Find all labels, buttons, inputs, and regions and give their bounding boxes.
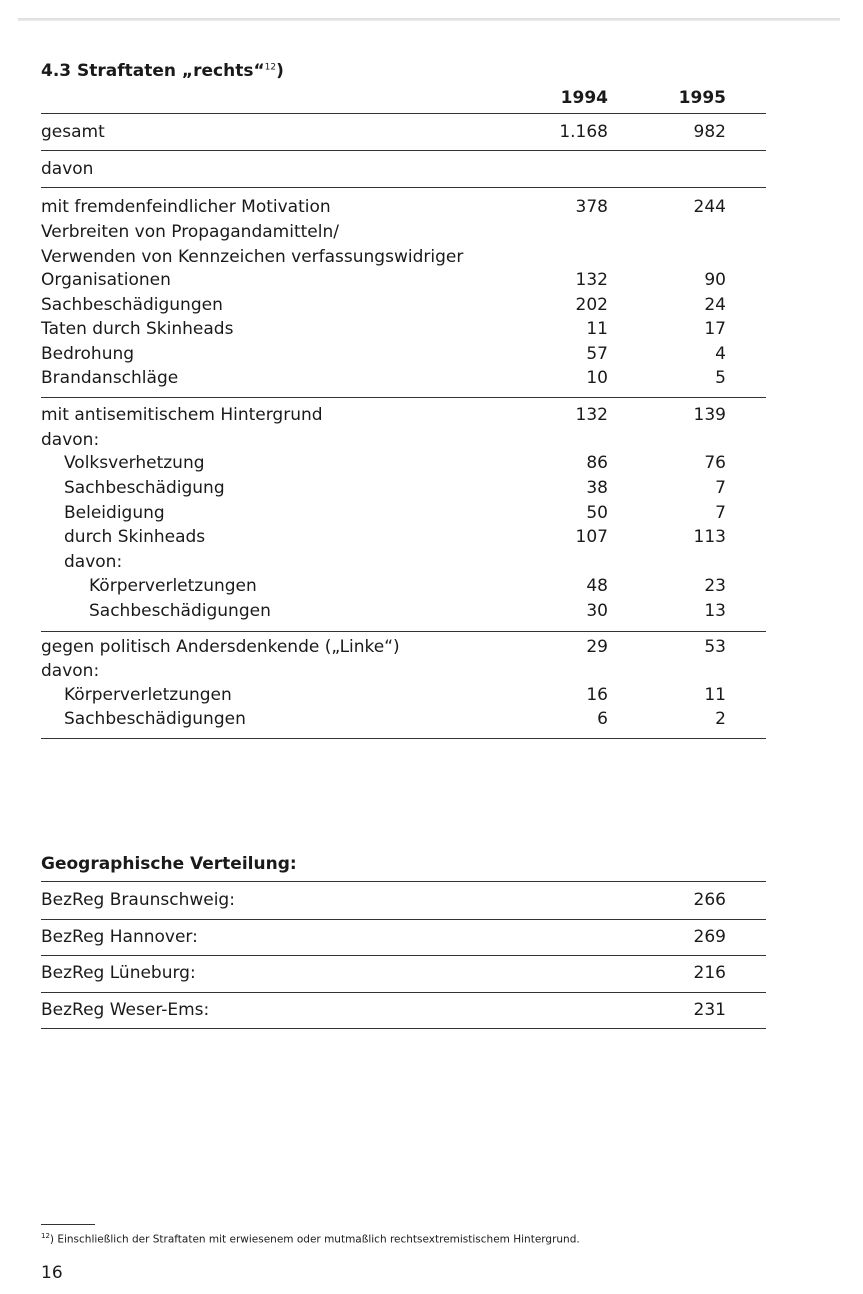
value-1994: 202 <box>575 295 608 315</box>
row-label: Körperverletzungen <box>64 685 232 705</box>
row-label: Sachbeschädigungen <box>41 295 223 315</box>
geo-row <box>41 888 766 912</box>
year-1995: 1995 <box>678 88 726 108</box>
section-title-text: 4.3 Straftaten „rechts“ <box>41 61 265 81</box>
value-1995: 139 <box>693 405 726 425</box>
geo-value: 269 <box>693 927 726 947</box>
value-1994: 16 <box>586 685 608 705</box>
table-row <box>41 342 766 366</box>
value-1994: 48 <box>586 576 608 596</box>
table-row <box>41 525 766 549</box>
value-1995: 23 <box>704 576 726 596</box>
row-label: Brandanschläge <box>41 368 179 388</box>
row-label: durch Skinheads <box>64 527 206 547</box>
row-label: Sachbeschädigung <box>64 478 225 498</box>
page-top-rule <box>18 18 840 21</box>
value-1995: 76 <box>704 453 726 473</box>
table-rule <box>41 150 766 151</box>
geo-rule <box>41 919 766 920</box>
row-label: davon <box>41 159 94 179</box>
table-row <box>41 707 766 731</box>
section-title-tail: ) <box>276 61 284 81</box>
value-1994: 29 <box>586 637 608 657</box>
geo-rule <box>41 1028 766 1029</box>
value-1995: 11 <box>704 685 726 705</box>
table-row <box>41 120 766 144</box>
row-label: Verbreiten von Propagandamitteln/ <box>41 222 339 242</box>
table-row <box>41 599 766 623</box>
value-1994: 86 <box>586 453 608 473</box>
table-row <box>41 659 766 683</box>
table-rule <box>41 738 766 739</box>
table-row <box>41 476 766 500</box>
row-label: gegen politisch Andersdenkende („Linke“) <box>41 637 400 657</box>
table-rule <box>41 187 766 188</box>
geo-row <box>41 961 766 985</box>
row-label: mit fremdenfeindlicher Motivation <box>41 197 331 217</box>
value-1994: 30 <box>586 601 608 621</box>
row-label: Volksverhetzung <box>64 453 205 473</box>
footnote-ref: 12 <box>264 62 277 73</box>
row-label: Beleidigung <box>64 503 165 523</box>
geo-label: BezReg Braunschweig: <box>41 890 235 910</box>
table-row <box>41 501 766 525</box>
table-row <box>41 157 766 181</box>
row-label: davon: <box>64 552 123 572</box>
value-1994: 132 <box>575 405 608 425</box>
value-1995: 13 <box>704 601 726 621</box>
geo-value: 231 <box>693 1000 726 1020</box>
geo-value: 266 <box>693 890 726 910</box>
table-row <box>41 366 766 390</box>
row-label: gesamt <box>41 122 105 142</box>
value-1994: 38 <box>586 478 608 498</box>
value-1994: 57 <box>586 344 608 364</box>
row-label: Sachbeschädigungen <box>64 709 246 729</box>
table-rule <box>41 397 766 398</box>
footnote-mark: 12 <box>41 1232 50 1240</box>
value-1995: 113 <box>693 527 726 547</box>
geo-row <box>41 925 766 949</box>
table-row <box>41 574 766 598</box>
row-label: Körperverletzungen <box>89 576 257 596</box>
row-label: Taten durch Skinheads <box>41 319 234 339</box>
table-row <box>41 195 766 219</box>
geo-title: Geographische Verteilung: <box>41 854 297 874</box>
geo-label: BezReg Weser-Ems: <box>41 1000 210 1020</box>
table-row <box>41 268 766 292</box>
geo-rule <box>41 881 766 882</box>
value-1994: 1.168 <box>559 122 608 142</box>
row-label: Bedrohung <box>41 344 135 364</box>
value-1995: 2 <box>715 709 726 729</box>
row-label: davon: <box>41 430 100 450</box>
value-1995: 24 <box>704 295 726 315</box>
table-rule <box>41 631 766 632</box>
value-1994: 11 <box>586 319 608 339</box>
footnote-text: ) Einschließlich der Straftaten mit erwiesenem oder mutmaßlich rechtsextremistischem Hintergrund. <box>49 1233 580 1246</box>
geo-rule <box>41 992 766 993</box>
value-1995: 244 <box>693 197 726 217</box>
geo-rule <box>41 955 766 956</box>
value-1994: 50 <box>586 503 608 523</box>
geo-label: BezReg Hannover: <box>41 927 198 947</box>
row-label: mit antisemitischem Hintergrund <box>41 405 323 425</box>
table-row <box>41 683 766 707</box>
value-1995: 7 <box>715 478 726 498</box>
value-1995: 5 <box>715 368 726 388</box>
geo-label: BezReg Lüneburg: <box>41 963 196 983</box>
row-label: davon: <box>41 661 100 681</box>
table-row <box>41 317 766 341</box>
row-label: Organisationen <box>41 270 171 290</box>
header-rule <box>41 113 766 114</box>
footnote-rule <box>41 1224 95 1225</box>
table-row <box>41 293 766 317</box>
footnote <box>41 1232 580 1246</box>
row-label: Verwenden von Kennzeichen verfassungswidriger <box>41 247 464 267</box>
table-row <box>41 635 766 659</box>
value-1995: 4 <box>715 344 726 364</box>
value-1994: 107 <box>575 527 608 547</box>
year-1994: 1994 <box>560 88 608 108</box>
page-number: 16 <box>41 1263 63 1283</box>
value-1995: 53 <box>704 637 726 657</box>
table-row <box>41 403 766 427</box>
value-1994: 378 <box>575 197 608 217</box>
geo-row <box>41 998 766 1022</box>
value-1995: 90 <box>704 270 726 290</box>
year-header <box>41 88 766 108</box>
table-row <box>41 245 766 269</box>
value-1995: 7 <box>715 503 726 523</box>
table-row <box>41 550 766 574</box>
row-label: Sachbeschädigungen <box>89 601 271 621</box>
section-title <box>41 61 284 81</box>
table-row <box>41 451 766 475</box>
value-1994: 132 <box>575 270 608 290</box>
value-1995: 982 <box>693 122 726 142</box>
table-row <box>41 428 766 452</box>
value-1994: 10 <box>586 368 608 388</box>
geo-value: 216 <box>693 963 726 983</box>
value-1995: 17 <box>704 319 726 339</box>
table-row <box>41 220 766 244</box>
value-1994: 6 <box>597 709 608 729</box>
